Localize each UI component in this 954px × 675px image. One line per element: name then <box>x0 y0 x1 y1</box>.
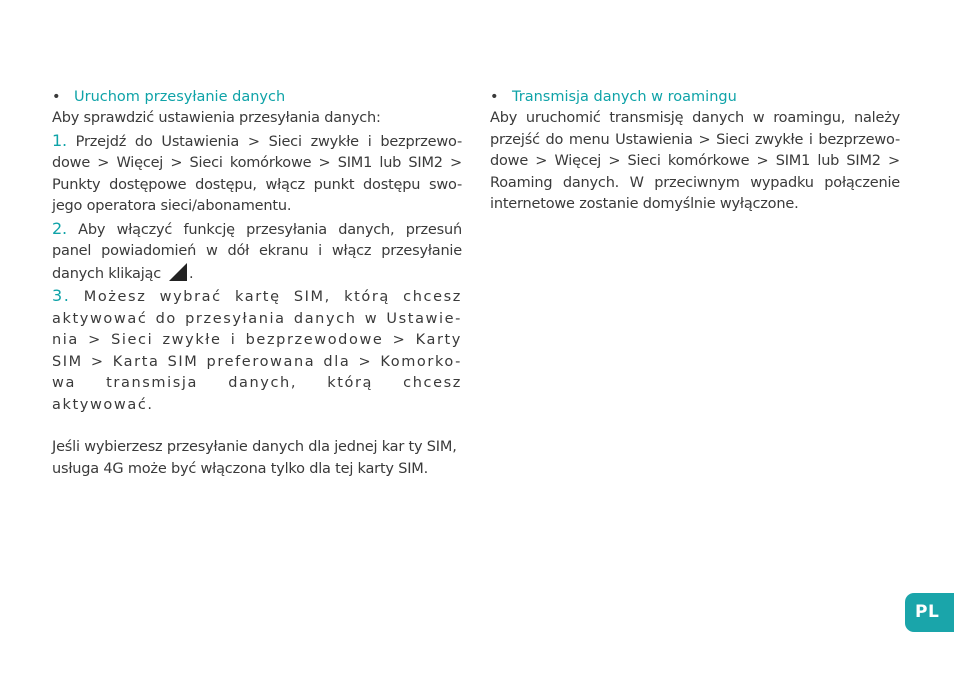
intro-text: Aby sprawdzić ustawienia przesyłania danych: <box>52 110 381 126</box>
step-text: Możesz wybrać kartę SIM, którą chcesz aktywować do przesyłania danych w Ustawie-nia > Sieci zwykłe i bezprzewodowe > Karty SIM > Karta SIM preferowana dla > Komorko-wa transmisja danych, którą chcesz aktywować. <box>52 289 462 413</box>
left-column <box>52 87 462 480</box>
step-number: 2. <box>52 218 67 238</box>
bullet-icon: • <box>490 89 499 105</box>
heading-text: Transmisja danych w roamingu <box>512 89 737 105</box>
step-number: 1. <box>52 130 67 150</box>
note-text: Jeśli wybierzesz przesyłanie danych dla jednej kar ty SIM, usługa 4G może być włączona tylko dla tej karty SIM. <box>52 439 457 477</box>
step-3 <box>52 285 462 416</box>
heading-text: Uruchom przesyłanie danych <box>74 89 286 105</box>
step-end: . <box>189 265 194 282</box>
step-text: Przejdź do Ustawienia > Sieci zwykłe i bezprzewo-dowe > Więcej > Sieci komórkowe > SIM1 lub SIM2 > Punkty dostępowe dostępu, włącz punkt dostępu swo-jego operatora sieci/abonamentu. <box>52 133 462 214</box>
right-column <box>490 87 900 216</box>
step-number: 3. <box>52 286 71 305</box>
step-text: Aby włączyć funkcję przesyłania danych, przesuń panel powiadomień w dół ekranu i włącz przesyłanie danych klikając <box>52 221 462 282</box>
roaming-body-text: Aby uruchomić transmisję danych w roamingu, należy przejść do menu Ustawienia > Sieci zwykłe i bezprzewo-dowe > Więcej > Sieci komórkowe > SIM1 lub SIM2 > Roaming danych. W przeciwnym wypadku połączenie internetowe zostanie domyślnie wyłączone. <box>490 110 900 212</box>
step-1 <box>52 130 462 218</box>
section-heading-data-transfer <box>52 87 462 108</box>
mobile-signal-icon <box>169 263 187 281</box>
language-tab: PL <box>905 593 954 632</box>
section-heading-roaming <box>490 87 900 108</box>
step-2 <box>52 218 462 286</box>
bullet-icon: • <box>52 89 61 105</box>
spacer <box>52 416 462 437</box>
